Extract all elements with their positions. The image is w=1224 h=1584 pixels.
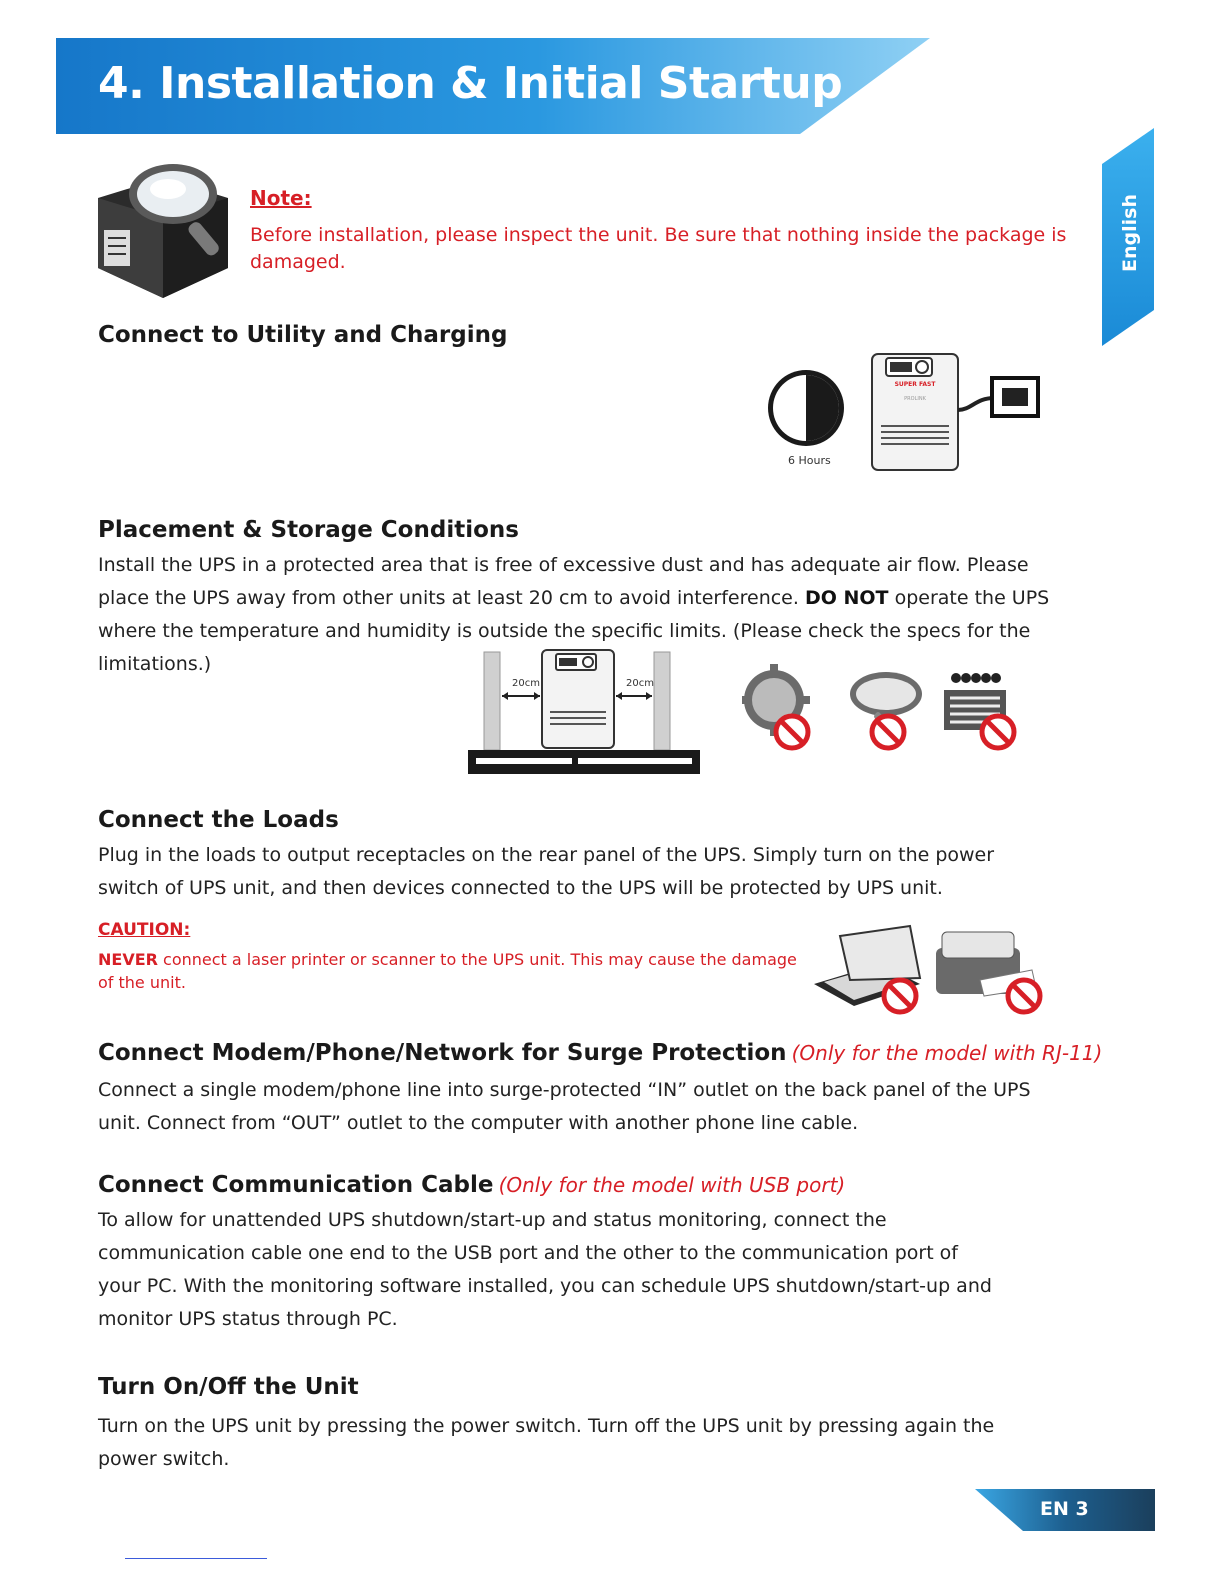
charge-time-label: 6 Hours [788, 454, 831, 467]
no-dust-icon [940, 668, 1020, 754]
note-title: Note: [250, 186, 312, 210]
page-number: EN 3 [1040, 1498, 1089, 1520]
page-title: 4. Installation & Initial Startup [98, 58, 843, 109]
placement-body-text-1: Install the UPS in a protected area that is free of excessive dust and has adequate air flow. Please place the UPS away from other units at least 20 cm to avoid interference. [98, 554, 1029, 609]
placement-warning-emphasis: DO NOT [804, 587, 889, 609]
comm-model-note: (Only for the model with USB port) [498, 1173, 846, 1197]
placement-body-text-2: operate the UPS where the temperature and humidity is outside the specific limits. (Please check the specs for the limitations.) [98, 587, 1050, 675]
clearance-illustration [468, 648, 700, 774]
footer-rule [125, 1558, 267, 1559]
inspect-package-icon [88, 158, 238, 303]
loads-body: Plug in the loads to output receptacles on the rear panel of the UPS. Simply turn on the power switch of UPS unit, and then devices connected to the UPS will be protected by UPS unit. [98, 844, 995, 899]
no-heat-icon [742, 664, 816, 754]
onoff-heading: Turn On/Off the Unit [98, 1374, 359, 1400]
caution-text: connect a laser printer or scanner to the UPS unit. This may cause the damage of the unit. [98, 950, 797, 992]
no-scanner-printer-icon [810, 924, 1048, 1018]
placement-heading: Placement & Storage Conditions [98, 517, 519, 543]
clearance-left-label: 20cm [512, 678, 540, 689]
modem-heading-row [98, 1040, 1102, 1066]
ups-brand-label: SUPER FAST [894, 381, 936, 388]
utility-heading: Connect to Utility and Charging [98, 322, 508, 348]
comm-body: To allow for unattended UPS shutdown/start-up and status monitoring, connect the communication cable one end to the USB port and the other to the communication port of your PC. With the monitoring software installed, you can schedule UPS shutdown/start-up and monitor UPS status through PC. [98, 1209, 992, 1330]
comm-heading-row [98, 1172, 845, 1198]
note-body: Before installation, please inspect the unit. Be sure that nothing inside the package is damaged. [250, 224, 1067, 273]
loads-heading: Connect the Loads [98, 807, 339, 833]
onoff-body: Turn on the UPS unit by pressing the power switch. Turn off the UPS unit by pressing again the power switch. [98, 1415, 995, 1470]
caution-title: CAUTION: [98, 920, 191, 940]
clearance-right-label: 20cm [626, 678, 654, 689]
caution-emphasis: NEVER [98, 950, 158, 969]
caution-body [98, 948, 808, 994]
modem-body: Connect a single modem/phone line into surge-protected “IN” outlet on the back panel of the UPS unit. Connect from “OUT” outlet to the computer with another phone line cable. [98, 1079, 1031, 1134]
language-tab-label: English [1119, 194, 1141, 272]
modem-model-note: (Only for the model with RJ-11) [791, 1041, 1103, 1065]
ups-maker-label: PROLINK [904, 396, 926, 402]
modem-heading: Connect Modem/Phone/Network for Surge Protection [98, 1040, 787, 1066]
comm-heading: Connect Communication Cable [98, 1172, 494, 1198]
no-moisture-icon [846, 664, 926, 754]
